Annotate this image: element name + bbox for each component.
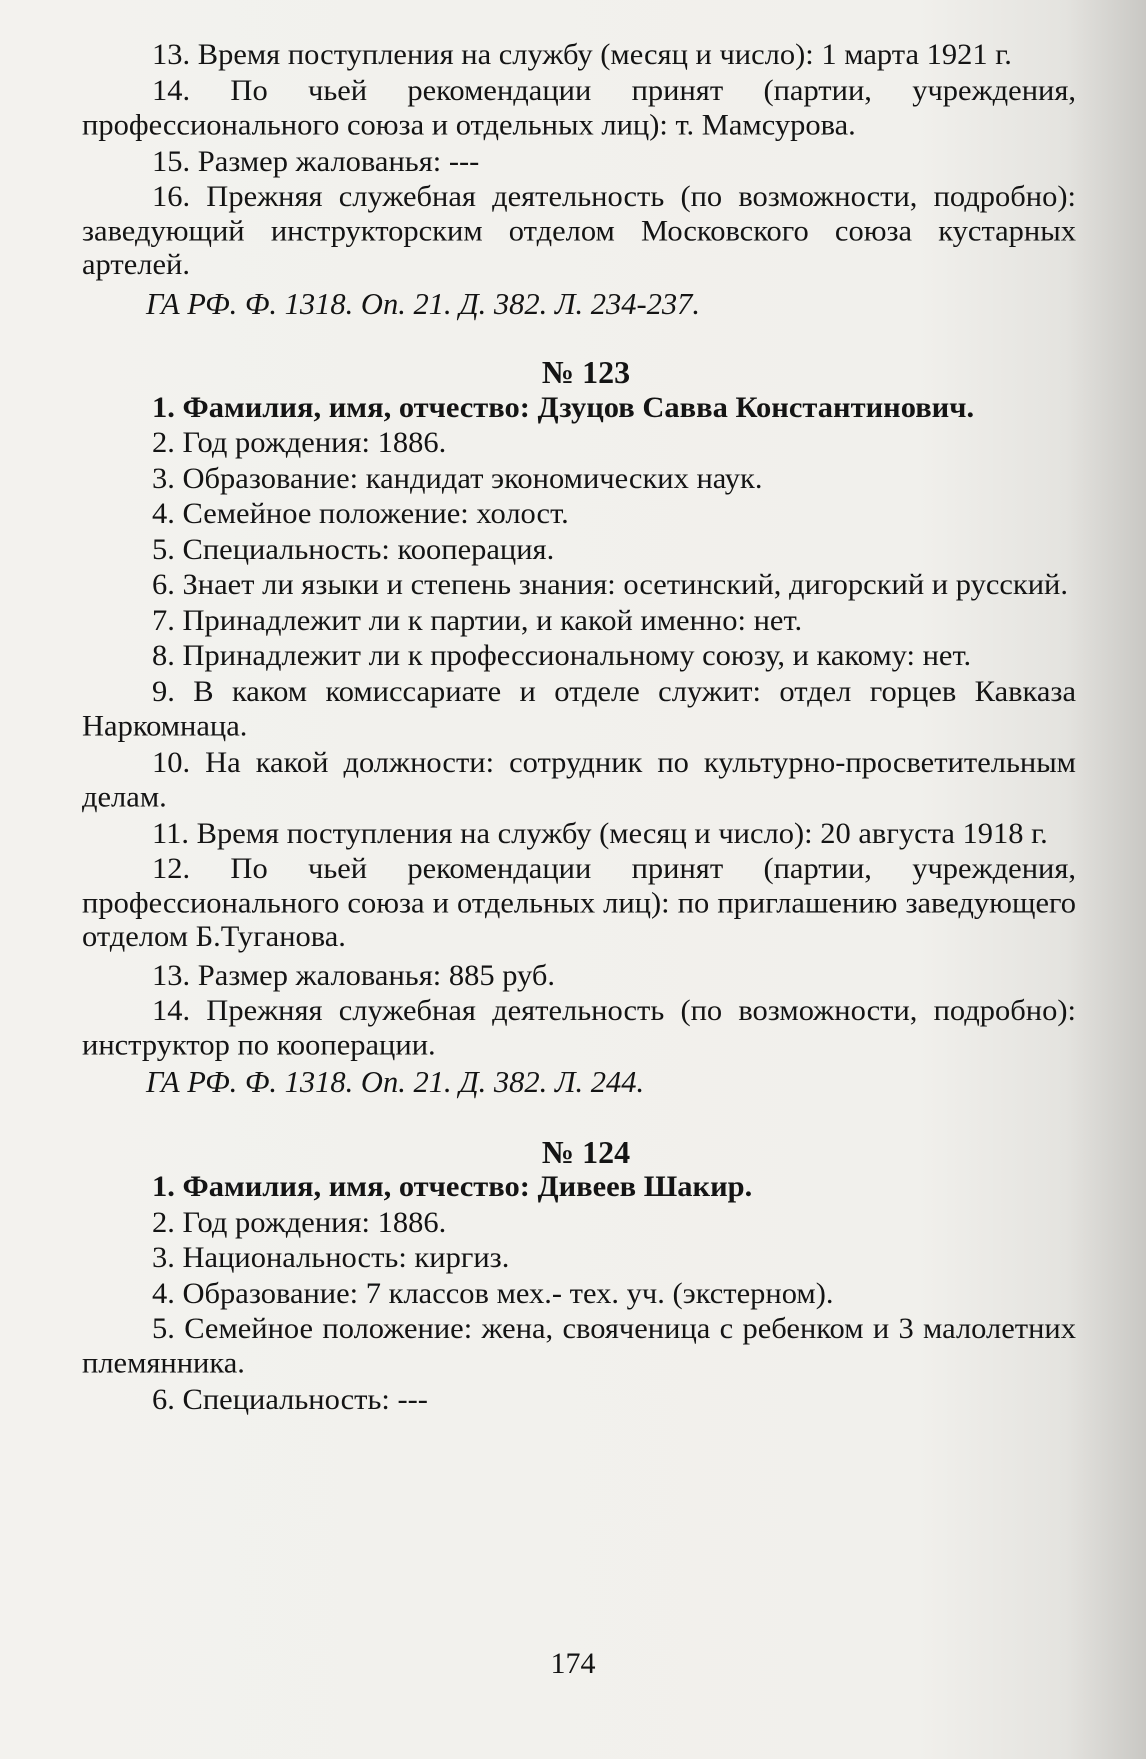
- entry-number-124: № 124: [541, 1133, 631, 1170]
- entry-124-item: 5. Семейное положение: жена, свояченица с ребенком и 3 малолетних племянника.: [82, 1312, 1076, 1379]
- entry-123-item: 4. Семейное положение: холост.: [152, 497, 569, 530]
- previous-entry-item-13: 13. Время поступления на службу (месяц и число): 1 марта 1921 г.: [152, 38, 1012, 71]
- entry-123-item: 11. Время поступления на службу (месяц и число): 20 августа 1918 г.: [152, 816, 1048, 850]
- previous-entry-item-14: 14. По чьей рекомендации принят (партии, учреждения, профессионального союза и отдельных лиц): т. Мамсурова.: [82, 73, 1076, 141]
- entry-124-item: 6. Специальность: ---: [152, 1383, 428, 1416]
- entry-123-item: 10. На какой должности: сотрудник по культурно-просветительным делам.: [82, 745, 1076, 813]
- previous-entry-item-15: 15. Размер жалованья: ---: [152, 144, 480, 178]
- archive-source-122: ГА РФ. Ф. 1318. Оп. 21. Д. 382. Л. 234-237.: [146, 286, 701, 321]
- entry-123-item: 2. Год рождения: 1886.: [152, 426, 447, 459]
- entry-123-name: 1. Фамилия, имя, отчество: Дзуцов Савва Константинович.: [152, 390, 975, 424]
- entry-124-item: 2. Год рождения: 1886.: [152, 1205, 447, 1239]
- previous-entry-item-16: 16. Прежняя служебная деятельность (по возможности, подробно): заведующий инструкторским отделом Московского союза кустарных артелей.: [82, 180, 1076, 281]
- entry-123-item: 14. Прежняя служебная деятельность (по возможности, подробно): инструктор по кооперации.: [82, 994, 1076, 1061]
- archive-source-123: ГА РФ. Ф. 1318. Оп. 21. Д. 382. Л. 244.: [146, 1065, 645, 1099]
- entry-124-name: 1. Фамилия, имя, отчество: Дивеев Шакир.: [152, 1170, 753, 1203]
- entry-123-item: 13. Размер жалованья: 885 руб.: [152, 958, 556, 992]
- entry-123-item: 8. Принадлежит ли к профессиональному союзу, и какому: нет.: [152, 639, 972, 672]
- entry-123-item: 9. В каком комиссариате и отделе служит: отдел горцев Кавказа Наркомнаца.: [82, 674, 1076, 742]
- entry-123-item: 7. Принадлежит ли к партии, и какой именно: нет.: [152, 603, 803, 637]
- entry-number-123: № 123: [541, 354, 631, 390]
- entry-123-item: 3. Образование: кандидат экономических наук.: [152, 461, 763, 495]
- text-column: [82, 38, 1076, 1419]
- entry-123-item: 5. Специальность: кооперация.: [152, 532, 555, 566]
- entry-124-item: 3. Национальность: киргиз.: [152, 1241, 510, 1274]
- entry-123-item: 6. Знает ли языки и степень знания: осетинский, дигорский и русский.: [152, 568, 1068, 601]
- page-number: 174: [550, 1647, 596, 1680]
- entry-123-item: 12. По чьей рекомендации принят (партии, учреждения, профессионального союза и отдельных лиц): по приглашению заведующего отделом Б.Туганова.: [82, 852, 1076, 953]
- entry-124-item: 4. Образование: 7 классов мех.- тех. уч. (экстерном).: [152, 1276, 834, 1310]
